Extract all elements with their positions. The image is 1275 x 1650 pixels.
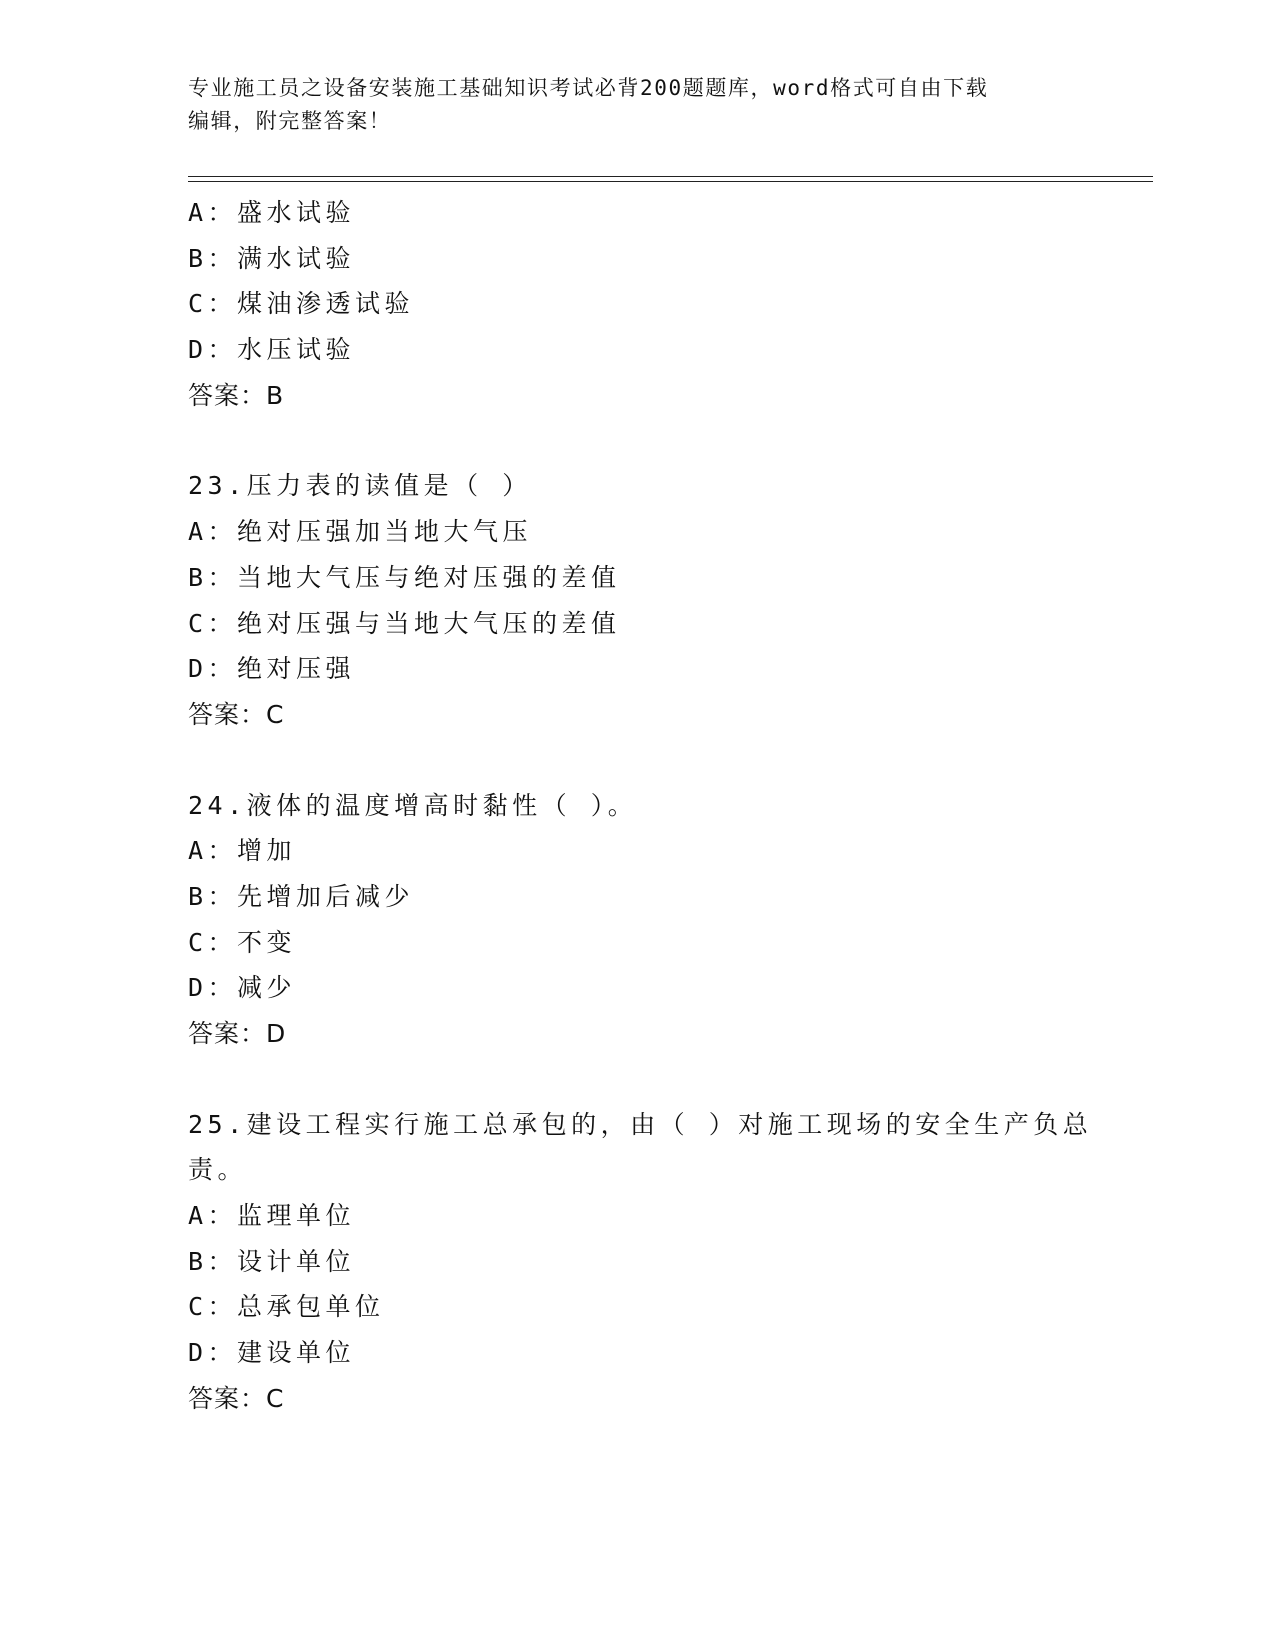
question-stem: 24.液体的温度增高时黏性（ ）。 [188, 790, 638, 820]
question-spacer [188, 738, 1088, 783]
answer-line: 答案：D [188, 1019, 287, 1048]
option-c: C：绝对压强与当地大气压的差值 [188, 608, 621, 638]
option-a: A：监理单位 [188, 1201, 356, 1231]
question-spacer [188, 418, 1088, 463]
option-c: C：总承包单位 [188, 1292, 385, 1322]
question-block [188, 463, 1088, 737]
option-b: B：满水试验 [188, 243, 356, 273]
option-d: D：建设单位 [188, 1338, 356, 1368]
question-stem: 25.建设工程实行施工总承包的，由（ ）对施工现场的安全生产负总 [188, 1109, 1093, 1139]
option-b: B：当地大气压与绝对压强的差值 [188, 562, 621, 592]
header-title-line-2: 编辑，附完整答案！ [188, 109, 392, 133]
option-d: D：绝对压强 [188, 654, 356, 684]
answer-line: 答案：C [188, 699, 285, 729]
question-stem-continued: 责。 [188, 1155, 248, 1185]
header-divider-top [188, 176, 1153, 177]
question-block [188, 190, 1088, 418]
option-d: D：减少 [188, 973, 297, 1003]
option-b: B：设计单位 [188, 1246, 356, 1276]
document-header [188, 72, 1068, 138]
option-b: B：先增加后减少 [188, 881, 415, 911]
question-spacer [188, 1057, 1088, 1102]
question-block [188, 783, 1088, 1057]
option-a: A：绝对压强加当地大气压 [188, 517, 533, 547]
question-list [188, 190, 1093, 1422]
option-d: D：水压试验 [188, 335, 356, 365]
question-stem: 23.压力表的读值是（ ） [188, 471, 532, 501]
answer-line: 答案：C [188, 1383, 285, 1413]
option-c: C：不变 [188, 927, 297, 957]
option-a: A：盛水试验 [188, 198, 356, 227]
option-c: C：煤油渗透试验 [188, 289, 415, 319]
option-a: A：增加 [188, 836, 297, 866]
question-block [188, 1102, 1093, 1422]
header-divider-bottom [188, 181, 1153, 182]
answer-line: 答案：B [188, 380, 285, 410]
header-title-line-1: 专业施工员之设备安装施工基础知识考试必背200题题库，word格式可自由下载 [188, 76, 989, 100]
